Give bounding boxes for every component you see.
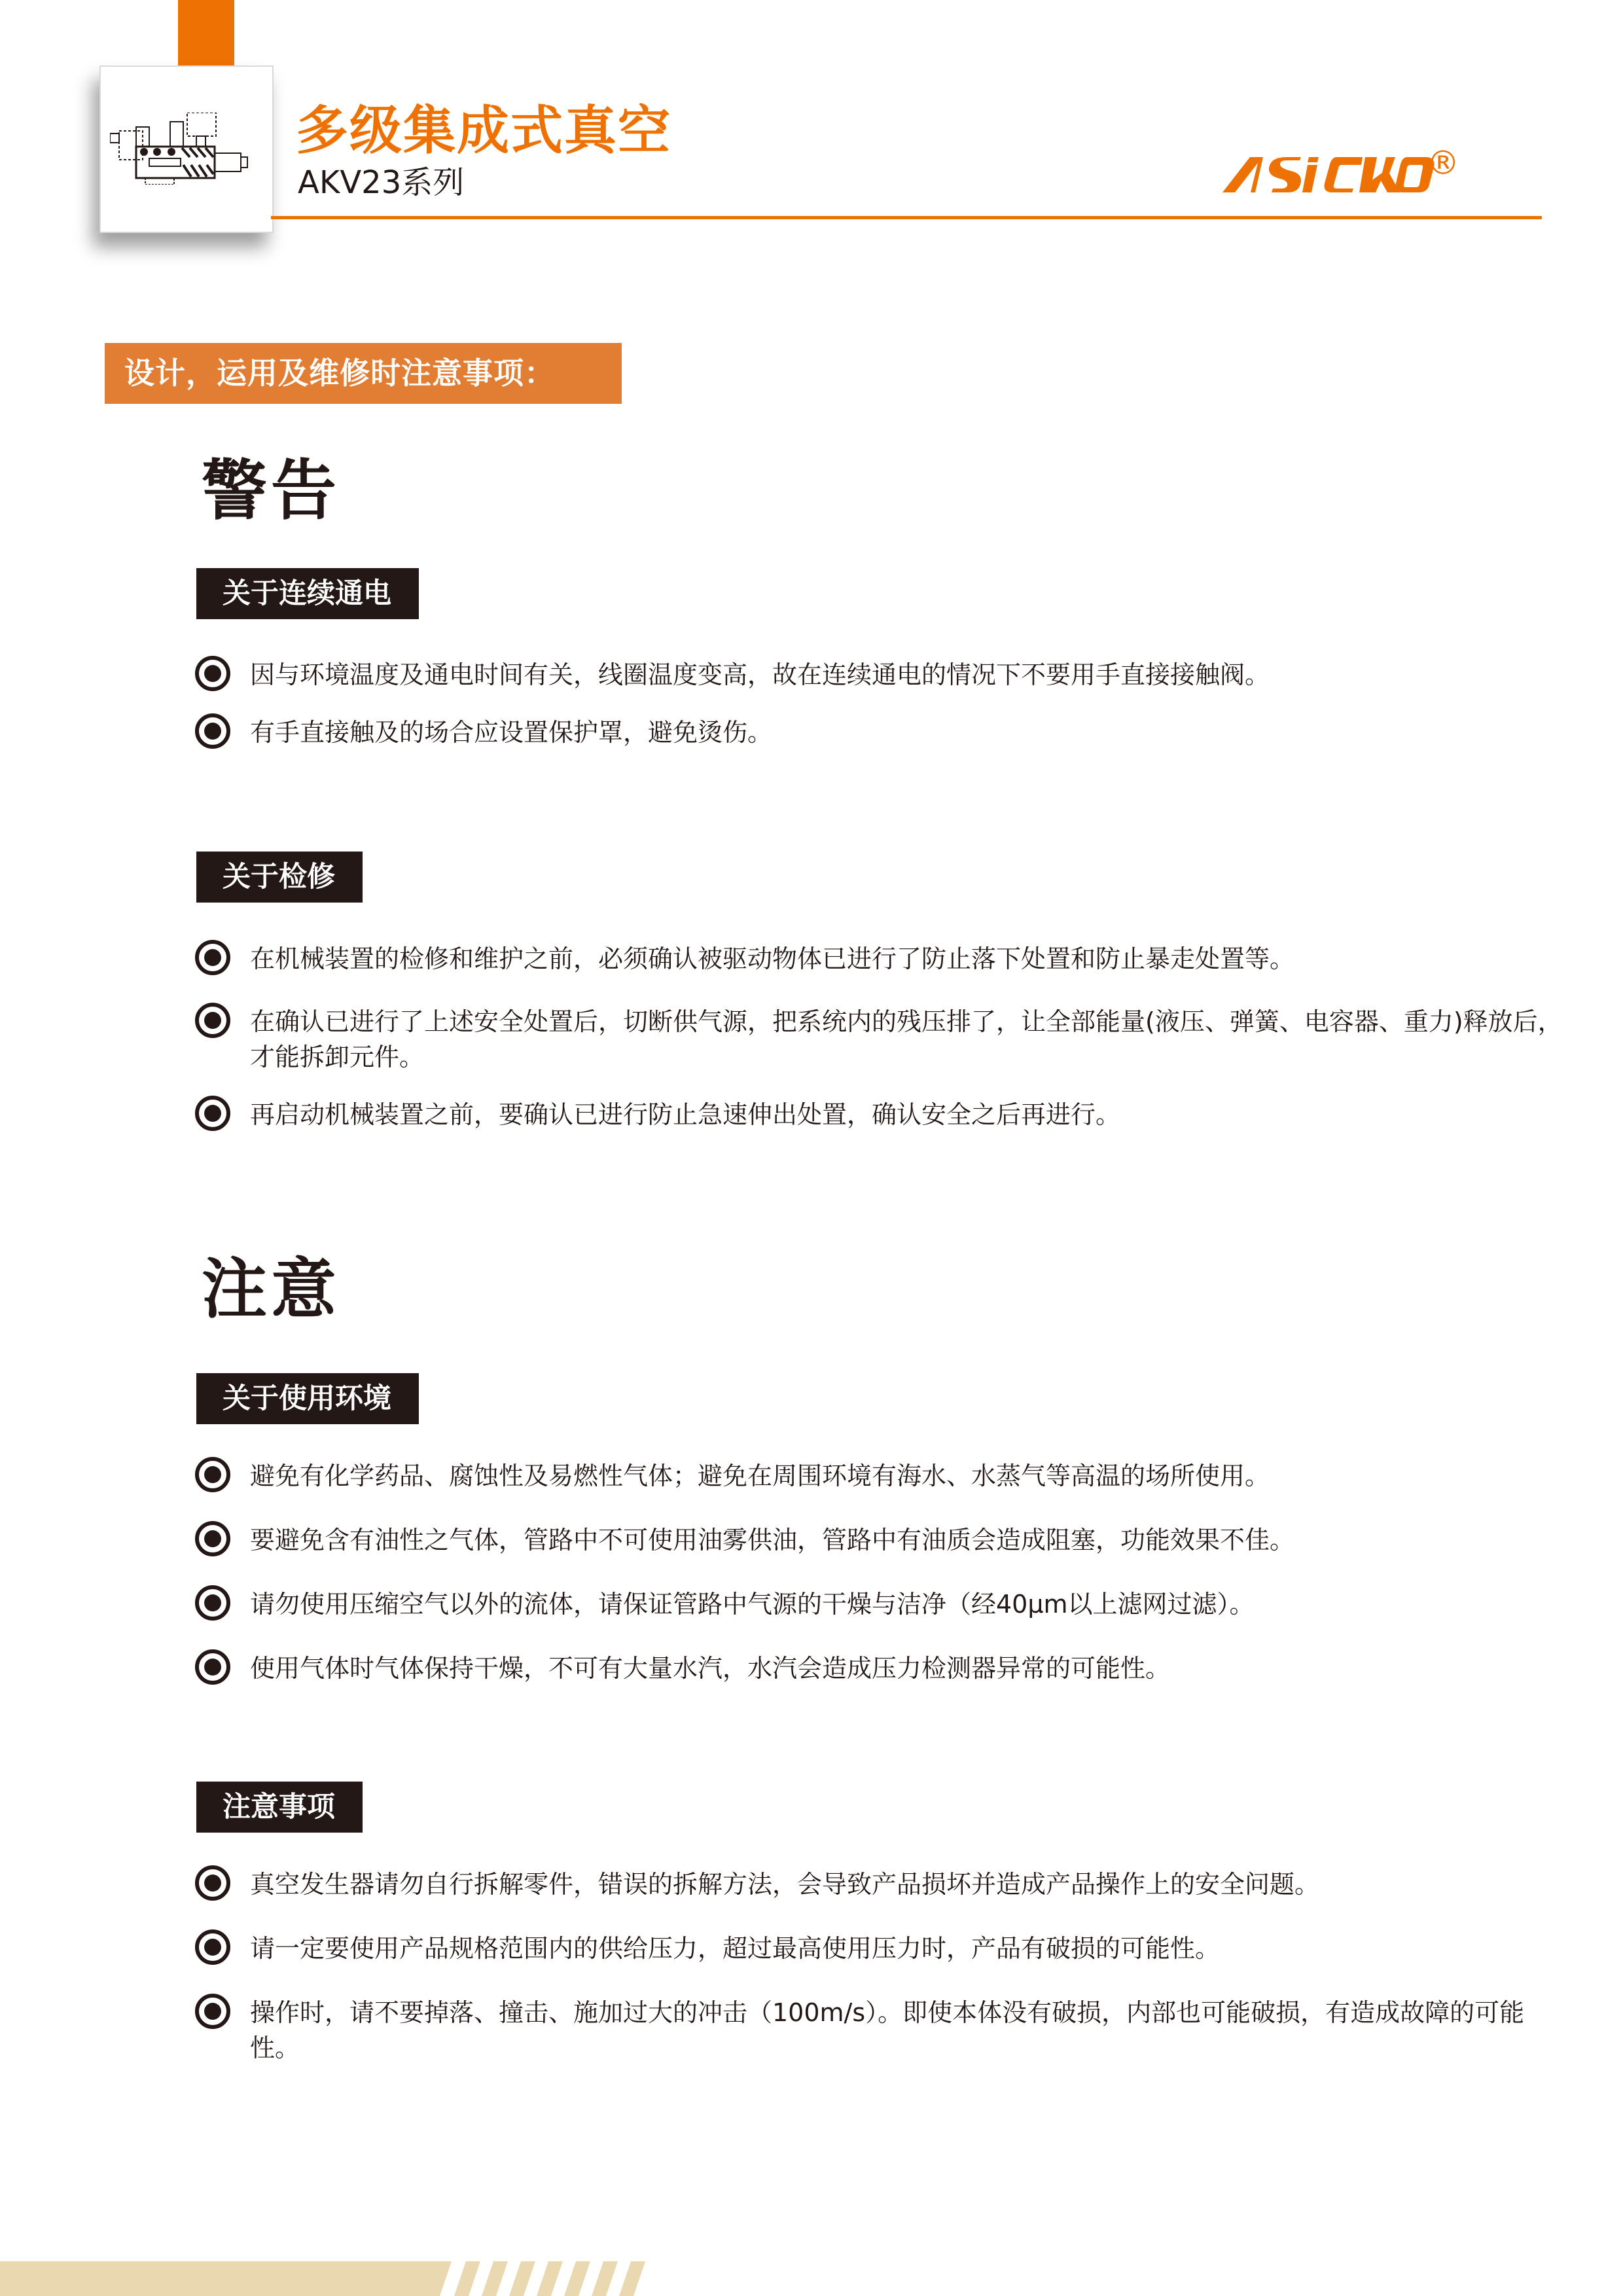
tag-maintenance: 关于检修 bbox=[196, 852, 363, 903]
header-divider bbox=[271, 216, 1542, 219]
list-item bbox=[195, 1522, 1564, 1558]
list-item bbox=[195, 1004, 1564, 1075]
list-item-text: 在确认已进行了上述安全处置后，切断供气源，把系统内的残压排了，让全部能量(液压、弹簧、电容器、重力)释放后，才能拆卸元件。 bbox=[250, 1007, 1563, 1071]
radio-bullet-icon bbox=[195, 1003, 230, 1038]
series-subtitle: AKV23系列 bbox=[298, 164, 465, 201]
list-item-text: 有手直接触及的场合应设置保护罩，避免烫伤。 bbox=[250, 718, 773, 747]
tag-precautions: 注意事项 bbox=[196, 1782, 363, 1833]
list-item-text: 使用气体时气体保持干燥，不可有大量水汽，水汽会造成压力检测器异常的可能性。 bbox=[250, 1654, 1171, 1683]
caution-heading: 注意 bbox=[202, 1251, 340, 1327]
radio-bullet-icon bbox=[195, 1994, 230, 2029]
vacuum-ejector-drawing-icon bbox=[110, 113, 263, 185]
radio-bullet-icon bbox=[195, 940, 230, 975]
tag-continuous-power: 关于连续通电 bbox=[196, 568, 419, 619]
registered-mark: ® bbox=[1427, 144, 1459, 182]
list-item bbox=[195, 1651, 1564, 1686]
radio-bullet-icon bbox=[195, 713, 230, 749]
radio-bullet-icon bbox=[195, 1865, 230, 1901]
list-item-text: 请勿使用压缩空气以外的流体，请保证管路中气源的干燥与洁净（经40μm以上滤网过滤）。 bbox=[250, 1590, 1255, 1619]
list-item-text: 因与环境温度及通电时间有关，线圈温度变高，故在连续通电的情况下不要用手直接接触阀。 bbox=[250, 660, 1270, 689]
list-item bbox=[195, 1867, 1564, 1902]
radio-bullet-icon bbox=[195, 1096, 230, 1131]
asicko-logo-icon bbox=[1222, 144, 1510, 200]
radio-bullet-icon bbox=[195, 1929, 230, 1965]
radio-bullet-icon bbox=[195, 1649, 230, 1685]
list-item-text: 避免有化学药品、腐蚀性及易燃性气体；避免在周围环境有海水、水蒸气等高温的场所使用。 bbox=[250, 1462, 1270, 1490]
list-item bbox=[195, 1931, 1564, 1966]
list-item bbox=[195, 657, 1564, 692]
footer-stripe-band bbox=[0, 2261, 1623, 2296]
header-accent-tab bbox=[178, 0, 234, 65]
list-item bbox=[195, 1458, 1564, 1494]
warning-heading: 警告 bbox=[202, 452, 340, 529]
list-item bbox=[195, 941, 1564, 977]
list-item bbox=[195, 1587, 1564, 1622]
radio-bullet-icon bbox=[195, 1457, 230, 1492]
list-item-text: 再启动机械装置之前，要确认已进行防止急速伸出处置，确认安全之后再进行。 bbox=[250, 1100, 1121, 1129]
list-item-text: 请一定要使用产品规格范围内的供给压力，超过最高使用压力时，产品有破损的可能性。 bbox=[250, 1934, 1221, 1963]
radio-bullet-icon bbox=[195, 656, 230, 691]
tag-usage-environment: 关于使用环境 bbox=[196, 1373, 419, 1424]
product-thumbnail bbox=[99, 65, 274, 233]
list-item-text: 操作时，请不要掉落、撞击、施加过大的冲击（100m/s）。即使本体没有破损，内部也可能破损，有造成故障的可能性。 bbox=[250, 1998, 1525, 2062]
list-item bbox=[195, 715, 1564, 750]
section-banner: 设计，运用及维修时注意事项： bbox=[105, 343, 622, 404]
list-item bbox=[195, 1995, 1564, 2066]
list-item bbox=[195, 1097, 1564, 1132]
radio-bullet-icon bbox=[195, 1585, 230, 1621]
list-item-text: 要避免含有油性之气体，管路中不可使用油雾供油，管路中有油质会造成阻塞，功能效果不佳。 bbox=[250, 1526, 1295, 1554]
list-item-text: 在机械装置的检修和维护之前，必须确认被驱动物体已进行了防止落下处置和防止暴走处置等。 bbox=[250, 944, 1295, 973]
page-title: 多级集成式真空 bbox=[296, 100, 671, 161]
list-item-text: 真空发生器请勿自行拆解零件，错误的拆解方法，会导致产品损坏并造成产品操作上的安全问题。 bbox=[250, 1870, 1320, 1899]
radio-bullet-icon bbox=[195, 1521, 230, 1556]
